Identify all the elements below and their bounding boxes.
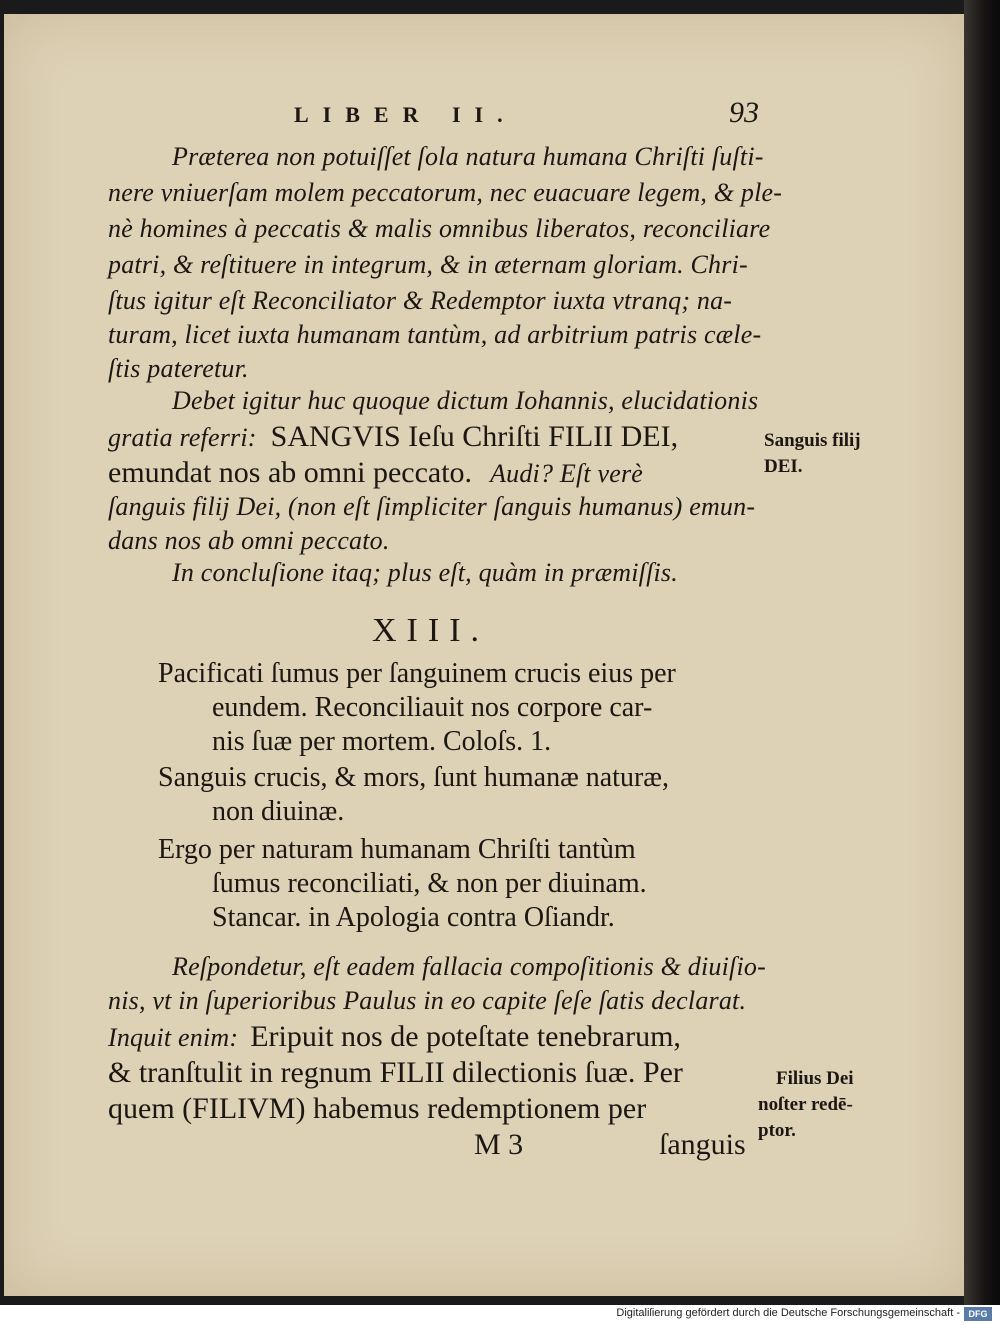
stanza-line: non diuinæ. <box>212 796 345 827</box>
running-title: LIBER II. <box>294 102 517 127</box>
marginal-note: DEI. <box>764 456 803 477</box>
paragraph4-line: quem (FILIVM) habemus redemptionem per <box>108 1092 647 1125</box>
marginal-note: Sanguis filij <box>764 430 861 451</box>
paragraph1-line: Præterea non potuiſſet ſola natura humana Chriſti ſuſti- <box>172 142 764 171</box>
stanza-line: Stancar. in Apologia contra Oſiandr. <box>212 902 615 933</box>
paragraph2-line: dans nos ab omni peccato. <box>108 526 390 555</box>
footer-credit: Digitaliſierung gefördert durch die Deutsche Forschungsgemeinschaft - <box>616 1307 960 1319</box>
paragraph2-roman: emundat nos ab omni peccato. <box>108 456 473 489</box>
page-number: 93 <box>729 96 759 129</box>
stanza-line: Pacificati ſumus per ſanguinem crucis eius per <box>158 658 676 689</box>
paragraph4-italic: Inquit enim: <box>108 1023 239 1052</box>
paragraph1-line: nè homines à peccatis & malis omnibus liberatos, reconciliare <box>108 214 771 243</box>
paragraph4-line <box>108 1020 681 1054</box>
catchword: ſanguis <box>659 1128 746 1161</box>
paragraph1-line: nere vniuerſam molem peccatorum, nec euacuare legem, & ple- <box>108 178 783 207</box>
stanza-line: eundem. Reconciliauit nos corpore car- <box>212 692 653 723</box>
marginal-note: Filius Dei <box>776 1068 854 1089</box>
paragraph4-line: & tranſtulit in regnum FILII dilectionis ſuæ. Per <box>108 1056 683 1089</box>
paragraph2-line: ſanguis filij Dei, (non eſt ſimpliciter ſanguis humanus) emun- <box>108 492 756 521</box>
paragraph1-line: turam, licet iuxta humanam tantùm, ad arbitrium patris cæle- <box>108 320 762 349</box>
signature-mark: M 3 <box>474 1128 524 1161</box>
paragraph4-roman: Eripuit nos de poteſtate tenebrarum, <box>250 1020 681 1053</box>
paragraph1-line: ſtus igitur eſt Reconciliator & Redemptor iuxta vtranq; na- <box>108 286 733 315</box>
paragraph2-italic: gratia referri: <box>108 423 257 452</box>
stanza-line: nis ſuæ per mortem. Coloſs. 1. <box>212 726 552 757</box>
stanza-line: Sanguis crucis, & mors, ſunt humanæ naturæ, <box>158 762 669 793</box>
paragraph4-line: nis, vt in ſuperioribus Paulus in eo capite ſeſe ſatis declarat. <box>108 986 747 1015</box>
marginal-note: ptor. <box>758 1120 796 1141</box>
section-heading: XIII. <box>372 612 490 649</box>
dfg-logo: DFG <box>964 1307 992 1321</box>
marginal-note: noſter redē- <box>758 1094 853 1115</box>
paragraph2-line: Debet igitur huc quoque dictum Iohannis, elucidationis <box>172 386 759 415</box>
book-page <box>4 14 964 1296</box>
paragraph2-line <box>108 420 678 454</box>
paragraph1-line: ſtis pateretur. <box>108 354 249 383</box>
paragraph3-line: In concluſione itaq; plus eſt, quàm in præmiſſis. <box>172 558 678 587</box>
paragraph2-roman: SANGVIS Ieſu Chriſti FILII DEI, <box>270 420 679 453</box>
paragraph2-italic: Audi? Eſt verè <box>490 459 644 488</box>
paragraph4-line: Reſpondetur, eſt eadem fallacia compoſitionis & diuiſio- <box>172 952 766 981</box>
stanza-line: Ergo per naturam humanam Chriſti tantùm <box>158 834 636 865</box>
footer-bar <box>0 1305 1000 1325</box>
paragraph1-line: patri, & reſtituere in integrum, & in æternam gloriam. Chri- <box>108 250 748 279</box>
stanza-line: ſumus reconciliati, & non per diuinam. <box>212 868 647 899</box>
book-binding <box>964 0 1000 1305</box>
paragraph2-line <box>108 456 643 490</box>
